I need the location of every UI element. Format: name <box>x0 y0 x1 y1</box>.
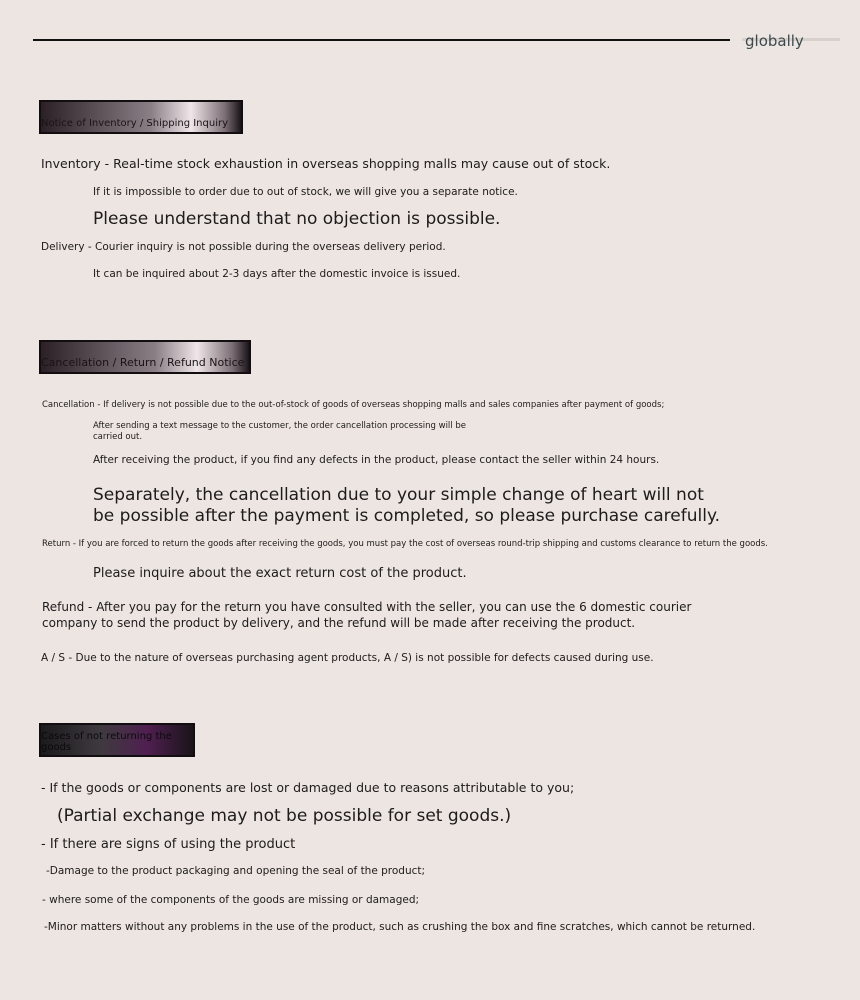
defects-line: After receiving the product, if you find any defects in the product, please contact the seller within 24 hours. <box>93 454 660 466</box>
section-title-not-returning-text: Cases of not returning the goods <box>41 731 172 753</box>
not-returning-item-5: -Minor matters without any problems in the use of the product, such as crushing the box and fine scratches, which cannot be returned. <box>44 921 756 933</box>
not-returning-item-1-note: (Partial exchange may not be possible for set goods.) <box>57 806 512 826</box>
not-returning-item-1: - If the goods or components are lost or damaged due to reasons attributable to you; <box>41 780 575 795</box>
section-title-cancellation <box>39 340 251 374</box>
header-rule <box>33 39 730 41</box>
simple-change-line-1: Separately, the cancellation due to your simple change of heart will not <box>93 485 704 505</box>
cancellation-note-2: carried out. <box>93 432 143 442</box>
not-returning-item-2: - If there are signs of using the product <box>41 837 296 852</box>
cancellation-line: Cancellation - If delivery is not possible due to the out-of-stock of goods of overseas shopping malls and sales companies after payment of goods; <box>42 400 665 410</box>
section-title-inventory <box>39 100 243 134</box>
delivery-note: It can be inquired about 2-3 days after the domestic invoice is issued. <box>93 268 461 280</box>
section-title-cancellation-text: Cancellation / Return / Refund Notice <box>41 356 245 369</box>
refund-line-1: Refund - After you pay for the return you have consulted with the seller, you can use the 6 domestic courier <box>42 600 692 614</box>
section-title-inventory-text: Notice of Inventory / Shipping Inquiry <box>41 118 229 129</box>
simple-change-line-2: be possible after the payment is completed, so please purchase carefully. <box>93 506 720 526</box>
as-line: A / S - Due to the nature of overseas purchasing agent products, A / S) is not possible for defects caused during use. <box>41 652 654 664</box>
not-returning-item-3: -Damage to the product packaging and opening the seal of the product; <box>46 865 426 877</box>
not-returning-item-4: - where some of the components of the goods are missing or damaged; <box>42 894 420 906</box>
section-title-not-returning <box>39 723 195 757</box>
inventory-line: Inventory - Real-time stock exhaustion in overseas shopping malls may cause out of stock. <box>41 156 611 171</box>
return-line: Return - If you are forced to return the goods after receiving the goods, you must pay the cost of overseas round-trip shipping and customs clearance to return the goods. <box>42 539 768 549</box>
refund-line-2: company to send the product by delivery, and the refund will be made after receiving the product. <box>42 616 636 630</box>
brand-label: globally <box>745 32 804 50</box>
delivery-line: Delivery - Courier inquiry is not possible during the overseas delivery period. <box>41 241 446 253</box>
inventory-emphasis: Please understand that no objection is possible. <box>93 209 501 229</box>
return-inquire: Please inquire about the exact return cost of the product. <box>93 566 467 581</box>
cancellation-note-1: After sending a text message to the customer, the order cancellation processing will be <box>93 421 466 431</box>
inventory-note: If it is impossible to order due to out of stock, we will give you a separate notice. <box>93 186 518 198</box>
